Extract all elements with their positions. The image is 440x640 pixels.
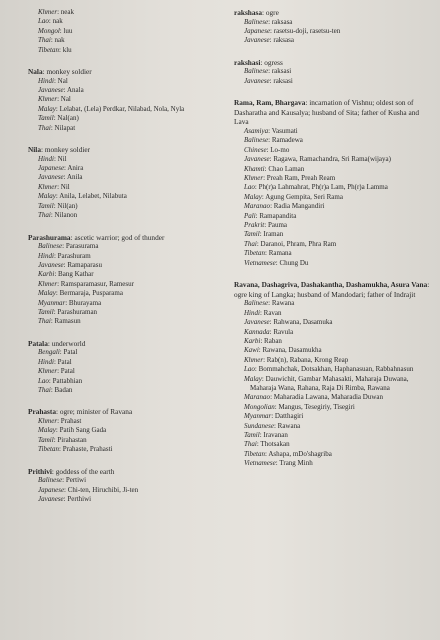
- language-name: Japanese: [38, 485, 65, 494]
- language-term: Mangus, Tesegiriy, Tisegiri: [278, 402, 355, 411]
- language-name: Khmer: [38, 279, 58, 288]
- language-term: Pirahastan: [57, 435, 87, 444]
- language-line: Khmer: Preah Ram, Preah Ream: [244, 174, 336, 183]
- language-name: Tibetan: [38, 45, 60, 54]
- language-term: Nal: [57, 76, 68, 85]
- entry-heading: rakshasa: ogre: [234, 8, 279, 17]
- language-name: Khmer: [38, 95, 58, 104]
- entry-heading: Prahasta: ogre; minister of Ravana: [28, 407, 133, 417]
- entry-gloss: ascetic warrior; god of thunder: [74, 232, 165, 242]
- language-name: Bengali: [38, 348, 60, 357]
- language-term: Nil(an): [57, 201, 78, 210]
- language-name: Mongol: [38, 26, 60, 35]
- entry-heading: Rama, Ram, Bhargava: incarnation of Vishnu; oldest son of Dasharatha and Kausalya; husband of Sita; father of Kusha and Lava: [234, 98, 419, 127]
- language-term: Ramaparasu: [67, 260, 102, 269]
- language-name: Balinese: [244, 17, 269, 26]
- language-term: Anira: [67, 164, 84, 173]
- language-term: Patal: [57, 357, 72, 366]
- language-line: Tamil: Nal(an): [38, 114, 79, 123]
- language-term: Iravanan: [263, 430, 288, 439]
- entry-term: Nala: [28, 67, 43, 77]
- language-term: Rawana, Dasamukha: [262, 346, 322, 355]
- language-line: Thai: Nilanon: [38, 211, 78, 220]
- language-name: Lao: [244, 183, 255, 192]
- language-term: Ramadewa: [271, 136, 303, 145]
- language-name: Malay: [38, 104, 56, 113]
- language-line: Javanese: Rahwana, Dasamuka: [244, 318, 333, 327]
- language-line: Khamti: Chao Laman: [244, 164, 305, 173]
- language-term: Trang Minh: [279, 459, 313, 468]
- language-line: Kannada: Ravula: [244, 327, 294, 336]
- language-term: Prahaste, Prahasti: [62, 445, 113, 454]
- language-line: Khmer: Rab(n), Rabana, Krong Reap: [244, 355, 349, 364]
- language-name: Thai: [38, 385, 51, 394]
- language-term: Raban: [264, 336, 282, 345]
- language-name: Kawi: [244, 346, 259, 355]
- language-name: Hindi: [38, 76, 54, 85]
- language-name: Malay: [38, 192, 56, 201]
- language-line: Maranao: Radia Mangandiri: [244, 202, 325, 211]
- language-term: Anila, Lelabet, Nilabuta: [59, 192, 127, 201]
- language-name: Khmer: [38, 367, 58, 376]
- glossary-entry: [234, 8, 434, 46]
- language-term: Datthagiri: [274, 412, 304, 421]
- entry-gloss: ogress: [264, 57, 283, 67]
- language-line: Khmer: Nal: [38, 95, 71, 104]
- language-name: Malay: [244, 374, 262, 383]
- language-line: Tamil: Pirahastan: [38, 435, 87, 444]
- right-column: [234, 8, 434, 481]
- language-line: Javanese: Ramaparasu: [38, 260, 102, 269]
- language-term: Ramana: [268, 249, 292, 258]
- language-name: Javanese: [38, 173, 64, 182]
- entry-heading: Nila: monkey soldier: [28, 145, 91, 155]
- language-term: Badan: [54, 385, 73, 394]
- language-term: Patih Sang Gada: [59, 426, 107, 435]
- language-line: Hindi: Nil: [38, 154, 67, 163]
- language-term: raksasa: [273, 36, 294, 45]
- language-name: Javanese: [38, 86, 64, 95]
- entry-term: Patala: [28, 338, 48, 348]
- language-term: Ramasun: [54, 317, 81, 326]
- language-name: Khmer: [244, 174, 264, 183]
- language-name: Tibetan: [244, 449, 266, 458]
- language-line: Malay: Bermaraja, Pusparama: [38, 289, 123, 298]
- entry-term: Rama, Ram, Bhargava: [234, 98, 306, 108]
- language-line: Chinese: Lo-mo: [244, 145, 290, 154]
- language-name: Thai: [38, 317, 51, 326]
- language-line: Thai: Thotsakan: [244, 440, 290, 449]
- language-term: Iraman: [263, 230, 284, 239]
- language-line: Tibetan: Ashapa, mDo'shagriba: [244, 449, 332, 458]
- language-name: Tamil: [38, 114, 54, 123]
- language-term: raksasi: [273, 76, 293, 85]
- language-line: Maranao: Maharadia Lawana, Maharadia Duwan: [244, 393, 383, 402]
- language-line: Myanmar: Datthagiri: [244, 412, 304, 421]
- language-name: Thai: [244, 440, 257, 449]
- language-line: Japanese: Chi-ten, Hiruchibi, Ji-ten: [38, 485, 139, 494]
- language-term: Bang Kathar: [58, 270, 94, 279]
- language-name: Tibetan: [244, 249, 266, 258]
- language-line: Mongol: luu: [38, 26, 73, 35]
- language-line: Khmer: Patal: [38, 367, 75, 376]
- language-term: Pattabhian: [52, 376, 83, 385]
- language-line: Khmer: Ramsparamasur, Ramesur: [38, 279, 134, 288]
- language-term: Ravula: [273, 327, 294, 336]
- language-term: Nilapat: [54, 123, 76, 132]
- language-line: Tamil: Iraman: [244, 230, 284, 239]
- language-name: Maranao: [244, 202, 271, 211]
- language-term: Patal: [60, 367, 75, 376]
- entry-gloss: goddess of the earth: [55, 466, 115, 476]
- language-line: Bengali: Patal: [38, 348, 78, 357]
- language-term: Anila: [66, 173, 83, 182]
- language-term: Prahast: [60, 416, 82, 425]
- language-line: Khmer: neak: [38, 8, 74, 16]
- language-term: Bommahchak, Dotsakhan, Haphanasuan, Rabbahnasun: [258, 365, 414, 374]
- language-line: Balinese: Parasurama: [38, 242, 99, 251]
- language-line: Thai: Badan: [38, 385, 73, 394]
- language-term: Rab(n), Rabana, Krong Reap: [266, 355, 349, 364]
- entry-term: Nila: [28, 145, 41, 155]
- language-term: Parashuram: [57, 251, 91, 260]
- entry-heading: Patala: underworld: [28, 338, 86, 348]
- language-name: Karbi: [38, 270, 55, 279]
- language-term: Vasumati: [271, 127, 298, 135]
- language-line: Hindi: Patal: [38, 357, 72, 366]
- language-line: Thai: Nilapat: [38, 123, 76, 132]
- language-name: Myanmar: [38, 298, 66, 307]
- language-term: neak: [60, 8, 74, 16]
- glossary-entry: [234, 280, 434, 469]
- entry-term: rakshasa: [234, 8, 262, 17]
- language-name: Tamil: [38, 201, 54, 210]
- language-line: Asamiya: Vasumati: [244, 127, 298, 135]
- language-name: Sundanese: [244, 421, 274, 430]
- entry-term: Ravana, Dashagriva, Dashakantha, Dashamukha, Asura Vana: [234, 280, 428, 290]
- language-name: Japanese: [38, 164, 65, 173]
- language-name: Javanese: [244, 155, 270, 164]
- language-name: Lao: [38, 17, 49, 26]
- entry-gloss: ogre: [265, 8, 279, 17]
- entry-gloss: monkey soldier: [44, 145, 91, 155]
- language-line: Malay: Agung Gempita, Seri Rama: [244, 192, 343, 201]
- language-line: Vietnamese: Chung Du: [244, 258, 309, 267]
- language-name: Chinese: [244, 145, 267, 154]
- language-term: Chi-ten, Hiruchibi, Ji-ten: [67, 485, 139, 494]
- language-term: Nal(an): [57, 114, 79, 123]
- language-line: Tibetan: Prahaste, Prahasti: [38, 445, 113, 454]
- language-term: Ramsparamasur, Ramesur: [60, 279, 134, 288]
- language-name: Balinese: [244, 67, 269, 76]
- language-name: Lao: [38, 376, 49, 385]
- language-line: Lao: nak: [38, 17, 63, 26]
- language-term: Thotsakan: [260, 440, 290, 449]
- language-term: Agung Gempita, Seri Rama: [265, 192, 343, 201]
- language-line: Mongolian: Mangus, Tesegiriy, Tisegiri: [244, 402, 355, 411]
- entry-heading: rakshasi: ogress: [234, 57, 283, 67]
- language-term: Rawana: [277, 421, 301, 430]
- language-line: Thai: Ramasun: [38, 317, 81, 326]
- language-term: Perthiwi: [67, 495, 92, 503]
- language-line: Javanese: Anala: [38, 86, 84, 95]
- language-term: Nal: [60, 95, 71, 104]
- language-term: Chung Du: [279, 258, 309, 267]
- language-name: Javanese: [38, 495, 64, 503]
- language-line: Kawi: Rawana, Dasamukha: [244, 346, 322, 355]
- language-name: Maranao: [244, 393, 271, 402]
- language-line: Prakrit: Pauma: [244, 221, 287, 230]
- language-name: Karbi: [244, 336, 261, 345]
- language-line: Pali: Ramapandita: [244, 211, 297, 220]
- language-line: Balinese: Pertiwi: [38, 476, 87, 485]
- language-line: Hindi: Ravan: [244, 308, 282, 317]
- language-term: nak: [54, 36, 65, 45]
- language-line: Balinese: Rawana: [244, 299, 295, 308]
- language-line: Balinese: raksasa: [244, 17, 293, 26]
- entry-heading: Nala: monkey soldier: [28, 67, 92, 77]
- entry-gloss: monkey soldier: [46, 67, 92, 77]
- language-name: Japanese: [244, 27, 271, 35]
- language-name: Khmer: [38, 8, 58, 16]
- language-term: Lo-mo: [270, 145, 290, 154]
- language-name: Tamil: [244, 230, 260, 239]
- language-name: Tibetan: [38, 445, 60, 454]
- language-term: Pertiwi: [65, 476, 87, 485]
- language-name: Khmer: [38, 416, 58, 425]
- language-term: nak: [52, 17, 63, 26]
- language-name: Thai: [38, 36, 51, 45]
- language-line: Javanese: raksasi: [244, 76, 293, 85]
- language-line: Hindi: Parashuram: [38, 251, 91, 260]
- language-name: Balinese: [244, 136, 269, 145]
- language-line: Tamil: Iravanan: [244, 430, 288, 439]
- language-term: Maharadia Lawana, Maharadia Duwan: [273, 393, 383, 402]
- language-line: Balinese: raksasi: [244, 67, 292, 76]
- entry-term: rakshasi: [234, 57, 261, 67]
- language-line: Myanmar: Bhurayama: [38, 298, 102, 307]
- language-line: Japanese: rasetsu-doji, rasetsu-ten: [244, 27, 341, 35]
- language-name: Javanese: [244, 76, 270, 85]
- language-term: Parashuraman: [57, 307, 98, 316]
- language-name: Tamil: [38, 307, 54, 316]
- language-line: Hindi: Nal: [38, 76, 68, 85]
- glossary-entry: [28, 407, 214, 454]
- language-name: Asamiya: [244, 127, 269, 135]
- entry-gloss: ogre king of Langka; husband of Mandodari; father of Indrajit: [234, 289, 416, 299]
- language-line: Thai: Daranoi, Phram, Phra Ram: [244, 239, 337, 248]
- glossary-entry: [28, 339, 214, 396]
- language-term: Preah Ram, Preah Ream: [266, 174, 336, 183]
- entry-heading: Prithivi: goddess of the earth: [28, 466, 115, 476]
- language-line: Tamil: Parashuraman: [38, 307, 98, 316]
- language-name: Malay: [244, 192, 262, 201]
- language-term: Chao Laman: [268, 164, 305, 173]
- language-term: Lelabat, (Lela) Perdkar, Nilabad, Nola, Nyla: [59, 104, 185, 113]
- glossary-entry: [28, 145, 214, 220]
- language-name: Hindi: [38, 154, 54, 163]
- language-name: Mongolian: [244, 402, 275, 411]
- language-name: Hindi: [38, 357, 54, 366]
- entry-term: Prithivi: [28, 466, 52, 476]
- entry-term: Parashurama: [28, 232, 71, 242]
- language-term: klu: [62, 45, 72, 54]
- language-term: raksasi: [271, 67, 292, 76]
- glossary-entry: [234, 98, 434, 268]
- language-term: Bhurayama: [68, 298, 102, 307]
- language-line: Malay: Lelabat, (Lela) Perdkar, Nilabad, Nola, Nyla: [38, 104, 185, 113]
- language-name: Khamti: [244, 164, 265, 173]
- language-name: Thai: [38, 123, 51, 132]
- language-line: Balinese: Ramadewa: [244, 136, 303, 145]
- language-term: rasetsu-doji, rasetsu-ten: [273, 27, 341, 35]
- language-line: Tibetan: klu: [38, 45, 72, 54]
- language-name: Khmer: [244, 355, 264, 364]
- language-term: Rawana: [271, 299, 295, 308]
- language-line: Malay: Dauwichit, Gambar Mahasakti, Maharaja Duwana, Maharaja Wana, Rahana, Raja Di Rimba, Rawana: [244, 374, 409, 392]
- language-term: Anala: [66, 86, 84, 95]
- language-term: Radia Mangandiri: [273, 202, 325, 211]
- language-name: Javanese: [38, 260, 64, 269]
- entry-gloss: ogre; minister of Ravana: [59, 407, 133, 417]
- language-term: Nil: [57, 154, 67, 163]
- language-term: luu: [63, 26, 73, 35]
- language-name: Vietnamese: [244, 258, 276, 267]
- glossary-entry: [28, 233, 214, 327]
- language-line: Karbi: Raban: [244, 336, 282, 345]
- language-line: Khmer: Prahast: [38, 416, 82, 425]
- language-name: Hindi: [38, 251, 54, 260]
- language-term: Dauwichit, Gambar Mahasakti, Maharaja Duwana, Maharaja Wana, Rahana, Raja Di Rimba, Rawana: [250, 374, 409, 392]
- language-line: Vietnamese: Trang Minh: [244, 459, 313, 468]
- language-line: Lao: Ph(r)a Lahmahrat, Ph(r)a Lam, Ph(r)a Lamma: [244, 183, 388, 192]
- entry-heading: Parashurama: ascetic warrior; god of thunder: [28, 232, 165, 242]
- language-term: Parasurama: [65, 242, 99, 251]
- language-term: Pauma: [267, 221, 287, 230]
- language-name: Malay: [38, 289, 56, 298]
- language-term: Ragawa, Ramachandra, Sri Rama(wijaya): [273, 155, 391, 164]
- language-name: Javanese: [244, 36, 270, 45]
- language-name: Pali: [244, 211, 256, 220]
- language-term: Nil: [60, 182, 70, 191]
- language-name: Thai: [38, 211, 51, 220]
- language-name: Javanese: [244, 318, 270, 327]
- entry-gloss: underworld: [51, 338, 86, 348]
- language-name: Vietnamese: [244, 459, 276, 468]
- language-line: Javanese: Ragawa, Ramachandra, Sri Rama(wijaya): [244, 155, 391, 164]
- language-line: Khmer: Nil: [38, 182, 70, 191]
- language-name: Kannada: [244, 327, 270, 336]
- language-term: Nilanon: [54, 211, 78, 220]
- glossary-entry: [234, 58, 434, 86]
- language-line: Lao: Pattabhian: [38, 376, 83, 385]
- glossary-entry: [28, 8, 214, 55]
- language-term: Ph(r)a Lahmahrat, Ph(r)a Lam, Ph(r)a Lamma: [258, 183, 388, 192]
- entry-term: Prahasta: [28, 407, 56, 417]
- language-name: Hindi: [244, 308, 260, 317]
- language-name: Balinese: [38, 476, 63, 485]
- language-line: Tamil: Nil(an): [38, 201, 78, 210]
- language-name: Thai: [244, 239, 257, 248]
- language-name: Lao: [244, 365, 255, 374]
- language-name: Balinese: [38, 242, 63, 251]
- entry-heading: Ravana, Dashagriva, Dashakantha, Dashamukha, Asura Vana: ogre king of Langka; husband of Mandodari; father of Indrajit: [234, 280, 430, 299]
- language-line: Sundanese: Rawana: [244, 421, 301, 430]
- language-name: Tamil: [38, 435, 54, 444]
- language-term: Ashapa, mDo'shagriba: [268, 449, 332, 458]
- language-line: Malay: Anila, Lelabet, Nilabuta: [38, 192, 127, 201]
- language-term: Rahwana, Dasamuka: [273, 318, 333, 327]
- language-name: Prakrit: [244, 221, 265, 230]
- left-column: [28, 8, 214, 516]
- language-line: Javanese: raksasa: [244, 36, 294, 45]
- language-line: Javanese: Anila: [38, 173, 83, 182]
- language-line: Karbi: Bang Kathar: [38, 270, 94, 279]
- language-name: Balinese: [244, 299, 269, 308]
- language-line: Javanese: Perthiwi: [38, 495, 92, 503]
- glossary-entry: [28, 67, 214, 133]
- language-name: Khmer: [38, 182, 58, 191]
- language-name: Malay: [38, 426, 56, 435]
- language-term: Patal: [63, 348, 78, 357]
- language-term: raksasa: [271, 17, 293, 26]
- language-term: Ramapandita: [259, 211, 297, 220]
- entry-gloss: incarnation of Vishnu; oldest son of Dasharatha and Kausalya; husband of Sita; father of Kusha and Lava: [234, 98, 419, 127]
- language-term: Daranoi, Phram, Phra Ram: [260, 239, 337, 248]
- language-term: Ravan: [263, 308, 282, 317]
- glossary-entry: [28, 467, 214, 505]
- language-line: Tibetan: Ramana: [244, 249, 292, 258]
- language-name: Myanmar: [244, 412, 272, 421]
- language-term: Bermaraja, Pusparama: [59, 289, 123, 298]
- language-line: Japanese: Anira: [38, 164, 84, 173]
- language-line: Thai: nak: [38, 36, 65, 45]
- language-line: Lao: Bommahchak, Dotsakhan, Haphanasuan, Rabbahnasun: [244, 365, 414, 374]
- language-line: Malay: Patih Sang Gada: [38, 426, 107, 435]
- language-name: Tamil: [244, 430, 260, 439]
